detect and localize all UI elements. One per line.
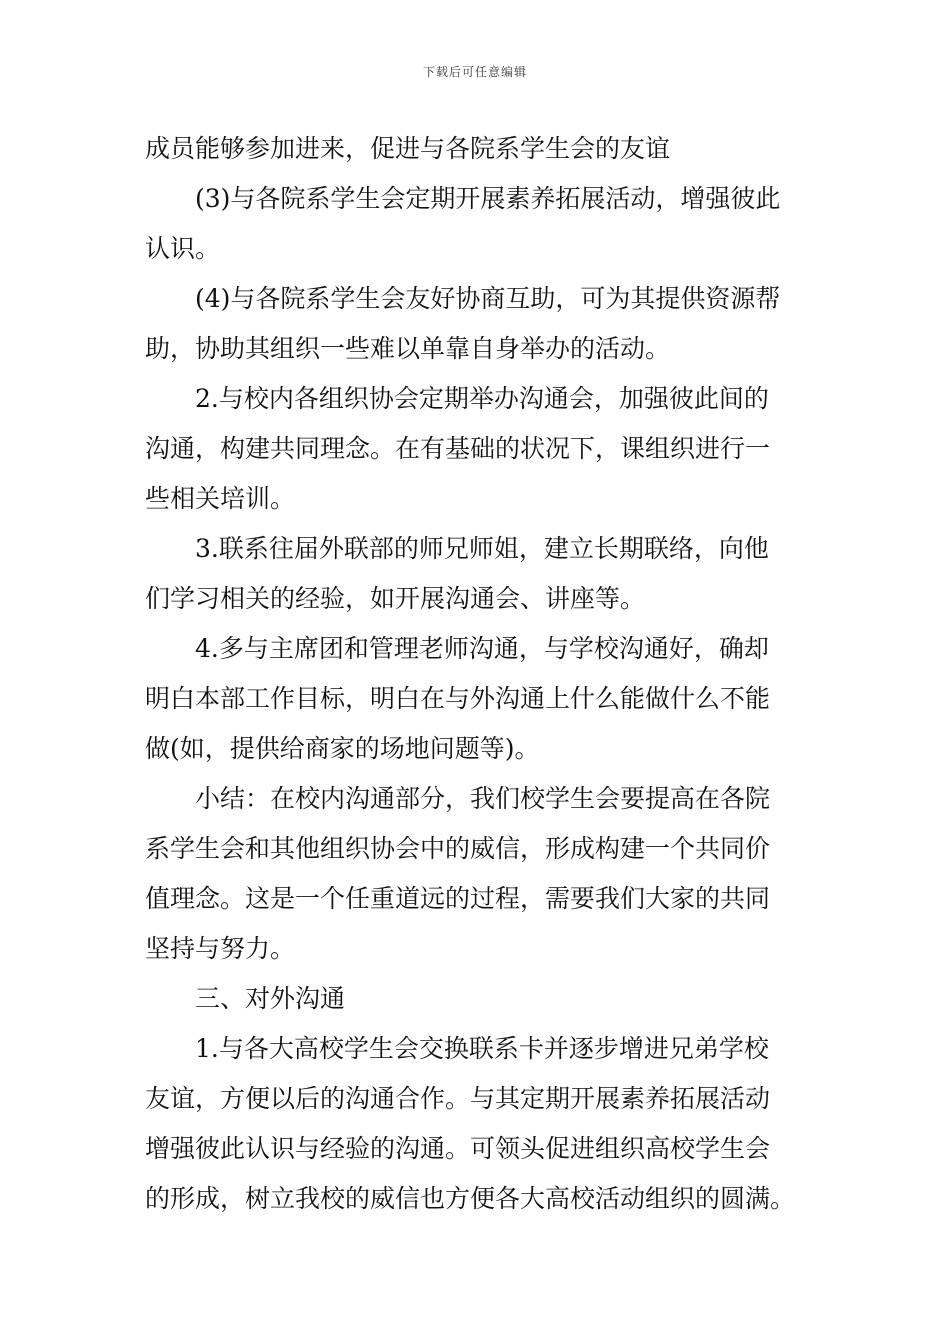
page-header: 下载后可任意编辑 [422, 65, 527, 79]
text-line: 2.与校内各组织协会定期举办沟通会，加强彼此间的 [195, 384, 769, 413]
text-line: 1.与各大高校学生会交换联系卡并逐步增进兄弟学校 [195, 1034, 769, 1063]
text-line: 认识。 [145, 234, 221, 263]
text-line: 4.多与主席团和管理老师沟通，与学校沟通好，确却 [195, 634, 769, 663]
text-line: 些相关培训。 [145, 484, 296, 513]
text-line: 成员能够参加进来，促进与各院系学生会的友谊 [145, 134, 671, 163]
text-line: 明白本部工作目标，明白在与外沟通上什么能做什么不能 [145, 684, 771, 713]
text-line: 友谊，方便以后的沟通合作。与其定期开展素养拓展活动 [145, 1084, 771, 1113]
text-line: 增强彼此认识与经验的沟通。可领头促进组织高校学生会 [145, 1134, 771, 1163]
text-line: 沟通，构建共同理念。在有基础的状况下，课组织进行一 [145, 434, 771, 463]
text-line: 坚持与努力。 [145, 934, 296, 963]
text-line: 们学习相关的经验，如开展沟通会、讲座等。 [145, 584, 646, 613]
text-line: 的形成，树立我校的威信也方便各大高校活动组织的圆满。 [145, 1184, 796, 1213]
text-line: (4)与各院系学生会友好协商互助，可为其提供资源帮 [195, 284, 781, 313]
text-line: 系学生会和其他组织协会中的威信，形成构建一个共同价 [145, 834, 771, 863]
text-line: 值理念。这是一个任重道远的过程，需要我们大家的共同 [145, 884, 771, 913]
text-line: (3)与各院系学生会定期开展素养拓展活动，增强彼此 [195, 184, 781, 213]
text-line: 小结：在校内沟通部分，我们校学生会要提高在各院 [195, 784, 771, 813]
text-line: 3.联系往届外联部的师兄师姐，建立长期联络，向他 [195, 534, 769, 563]
text-line: 做(如，提供给商家的场地问题等)。 [145, 734, 540, 763]
section-heading: 三、对外沟通 [195, 984, 346, 1013]
document-body [145, 124, 807, 1224]
text-line: 助，协助其组织一些难以单靠自身举办的活动。 [145, 334, 671, 363]
